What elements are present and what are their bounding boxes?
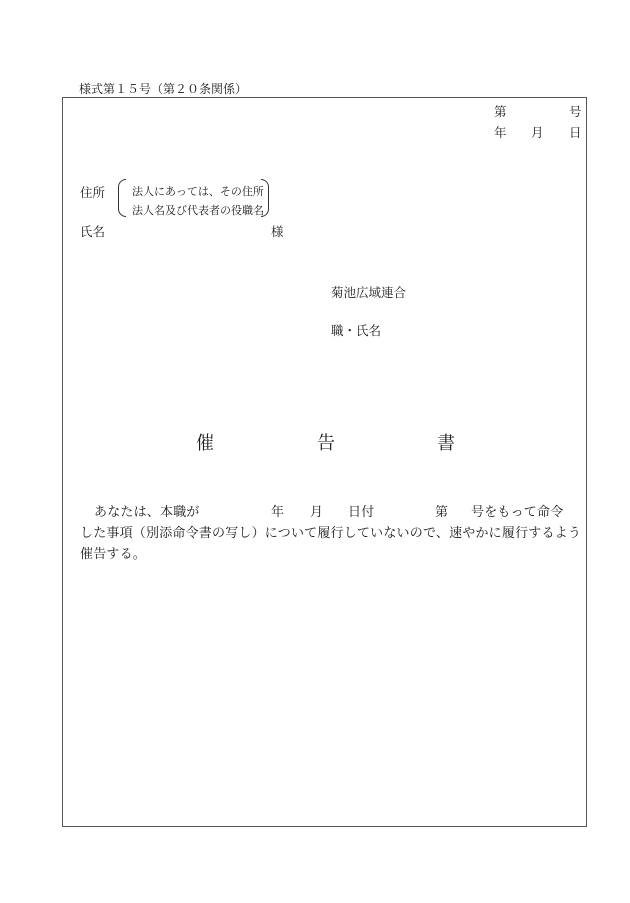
issuer-organization: 菊池広域連合 (331, 285, 407, 300)
date-year: 年 (494, 125, 507, 140)
reference-dai: 第 (494, 104, 507, 119)
date-day: 日 (569, 125, 582, 140)
body-line1-dai: 第 (435, 505, 449, 520)
issuer-title-name: 職・氏名 (331, 323, 382, 338)
address-label: 住所 (80, 185, 106, 200)
title-char-2: 告 (317, 433, 335, 454)
body-line1-end: 号をもって命令 (471, 505, 564, 520)
left-bracket (118, 179, 126, 217)
body-line2: した事項（別添命令書の写し）について履行していないので、速やかに履行するよう (80, 526, 582, 541)
corporate-note-line1: 法人にあっては、その住所 (132, 185, 264, 198)
body-line1-month: 月 (310, 505, 324, 520)
body-line1-year: 年 (271, 505, 285, 520)
title-char-1: 催 (196, 433, 214, 454)
honorific: 様 (271, 224, 284, 239)
form-number: 様式第１５号（第２０条関係） (79, 82, 248, 96)
reference-go: 号 (569, 104, 582, 119)
date-month: 月 (531, 125, 544, 140)
body-line1-start: あなたは、本職が (94, 505, 200, 520)
corporate-note-line2: 法人名及び代表者の役職名 (132, 204, 264, 217)
body-line3: 催告する。 (80, 547, 147, 562)
body-line1-date: 日付 (348, 505, 375, 520)
title-char-3: 書 (437, 433, 455, 454)
name-label: 氏名 (80, 224, 106, 239)
